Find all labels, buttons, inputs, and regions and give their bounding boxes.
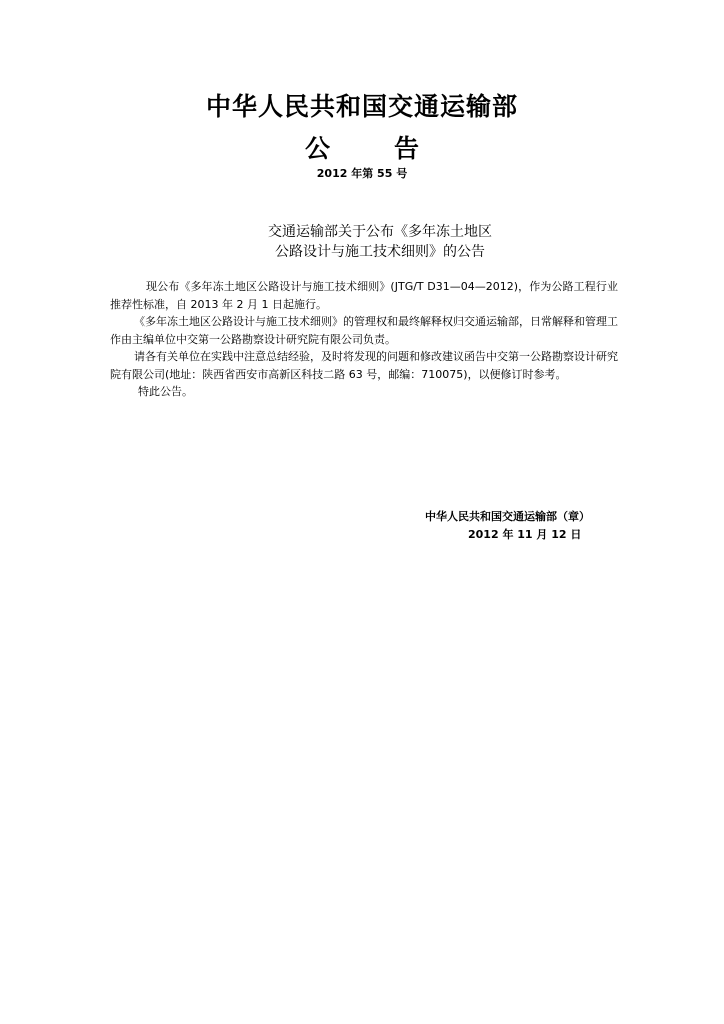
announcement-body (110, 278, 618, 401)
announcement-title-line-1: 交通运输部关于公布《多年冻土地区 (268, 224, 492, 240)
ministry-title: 中华人民共和国交通运输部 (205, 92, 518, 121)
body-paragraph-2: 《多年冻土地区公路设计与施工技术细则》的管理权和最终解释权归交通运输部，日常解释和管理工作由主编单位中交第一公路勘察设计研究院有限公司负责。 (110, 315, 618, 346)
body-paragraph-3: 请各有关单位在实践中注意总结经验，及时将发现的问题和修改建议函告中交第一公路勘察设计研究院有限公司(地址：陕西省西安市高新区科技二路 63 号，邮编：710075)，以便修订时参考。 (110, 350, 618, 381)
closing-remark: 特此公告。 (138, 385, 193, 398)
announcement-title (0, 222, 724, 262)
signature-issuer: 中华人民共和国交通运输部（章） (425, 510, 590, 523)
notice-heading-char-1: 公 (304, 134, 330, 163)
signature-date: 2012 年 11 月 12 日 (468, 528, 582, 541)
notice-heading-char-2: 告 (394, 134, 420, 163)
body-paragraph-1: 现公布《多年冻土地区公路设计与施工技术细则》(JTG/T D31—04—2012)，作为公路工程行业推荐性标准，自 2013 年 2 月 1 日起施行。 (110, 280, 618, 311)
notice-heading (0, 134, 724, 164)
issue-number: 2012 年第 55 号 (316, 167, 408, 180)
announcement-title-line-2: 公路设计与施工技术细则》的公告 (275, 244, 485, 260)
